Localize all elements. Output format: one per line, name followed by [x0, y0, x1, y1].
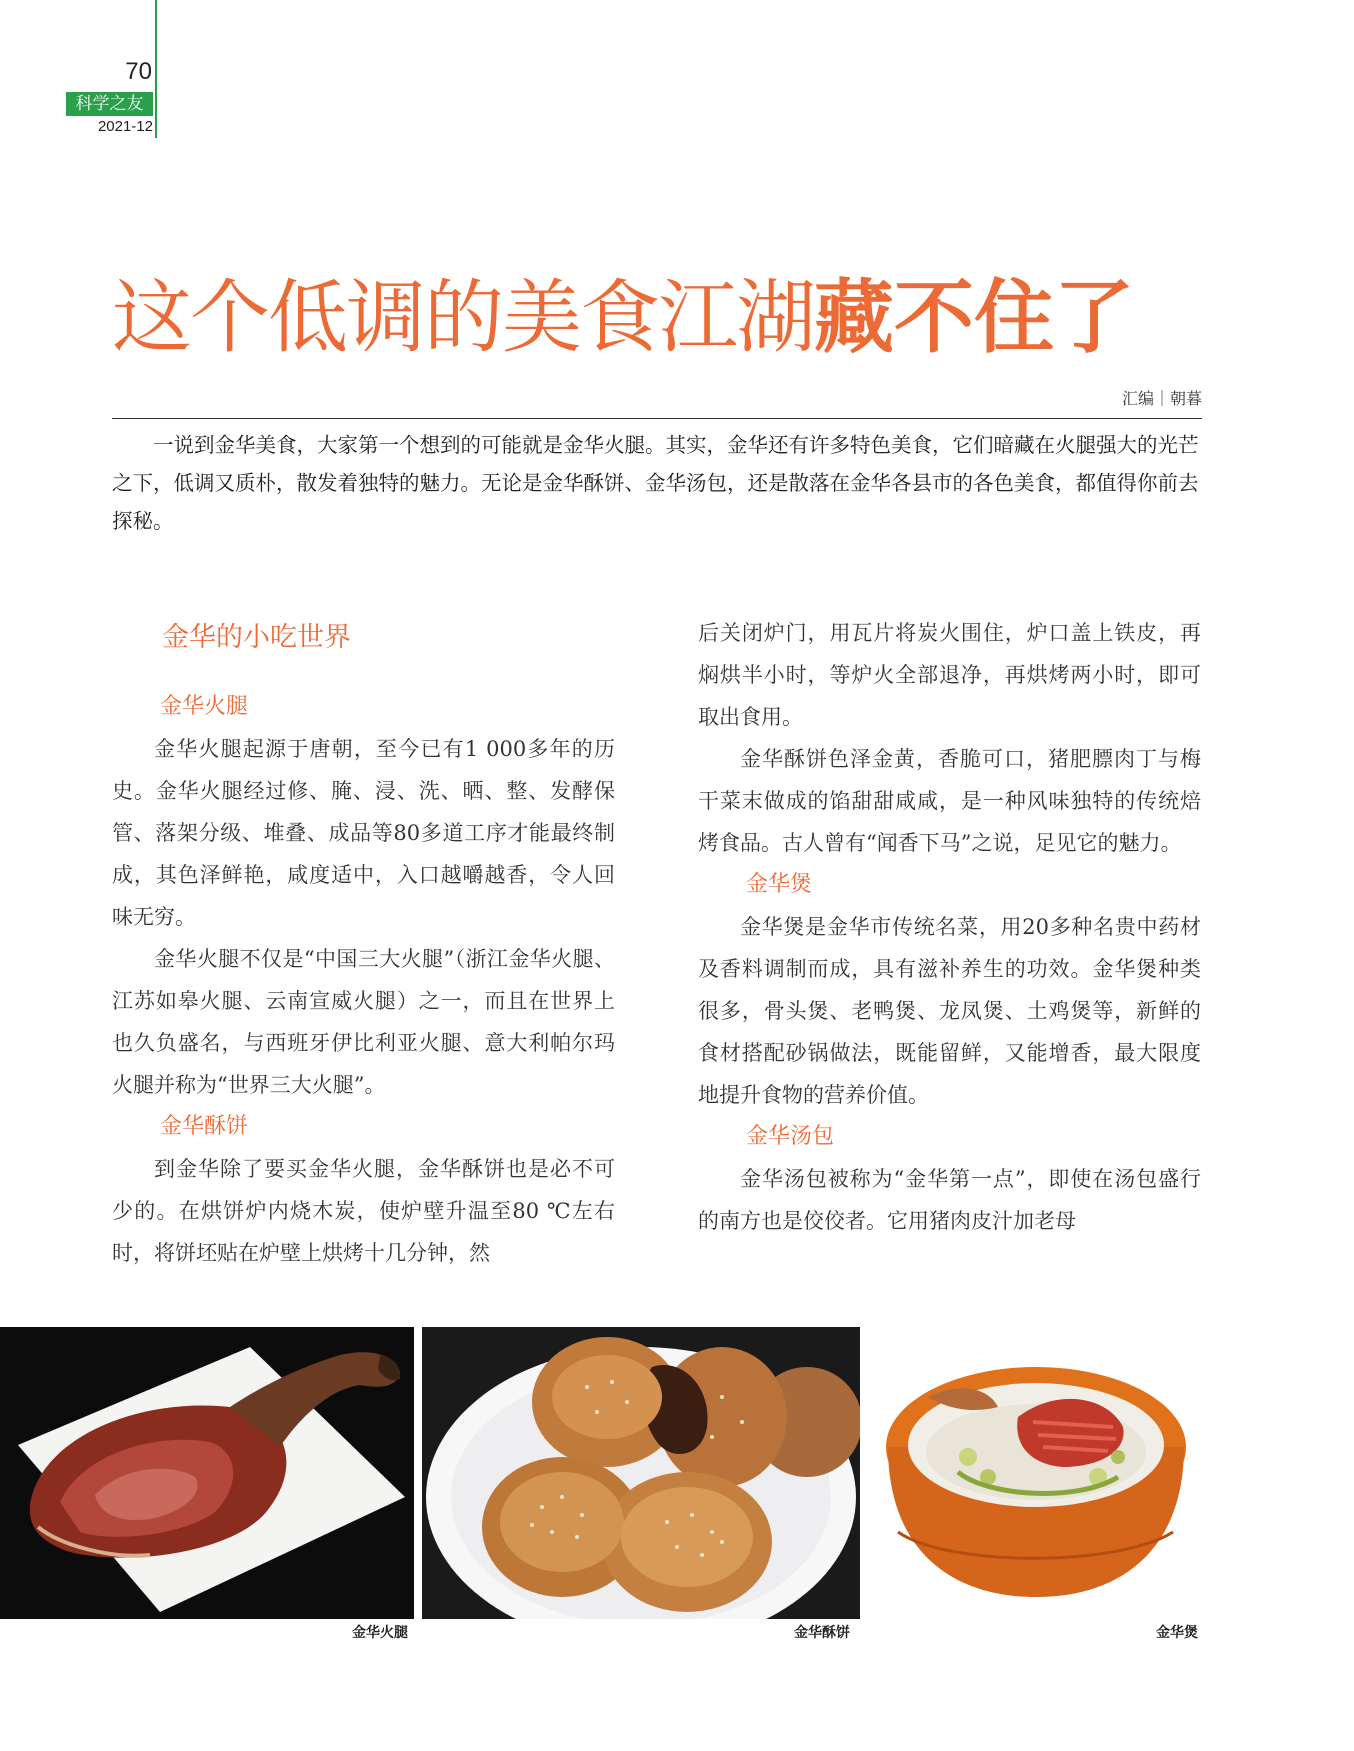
subhead-pastry: 金华酥饼 [160, 1114, 249, 1139]
caption-pot: 金华煲 [1156, 1625, 1198, 1641]
left-column [112, 600, 615, 1274]
article-author: 汇编｜朝暮 [1121, 389, 1202, 408]
magazine-badge: 科学之友 [66, 92, 153, 116]
photo-jinhua-pot [868, 1327, 1204, 1619]
issue-date: 2021-12 [97, 118, 153, 135]
title-bold-part: 藏不住了 [814, 271, 1134, 364]
subhead-bao: 金华煲 [746, 872, 813, 897]
title-rule [112, 418, 1202, 419]
folio-divider-line [155, 0, 157, 138]
paragraph-pastry-1: 到金华除了要买金华火腿，金华酥饼也是必不可少的。在烘饼炉内烧木炭，使炉壁升温至80 ℃左右时，将饼坯贴在炉壁上烘烤十几分钟，然 [112, 1157, 615, 1265]
article-lead: 一说到金华美食，大家第一个想到的可能就是金华火腿。其实，金华还有许多特色美食，它们暗藏在火腿强大的光芒之下，低调又质朴，散发着独特的魅力。无论是金华酥饼、金华汤包，还是散落在金华各县市的各色美食，都值得你前去探秘。 [112, 433, 1199, 533]
subhead-ham: 金华火腿 [160, 694, 249, 719]
photo-jinhua-ham [0, 1327, 414, 1619]
subhead-tangbao: 金华汤包 [746, 1124, 835, 1149]
paragraph-pastry-1-continued: 后关闭炉门，用瓦片将炭火围住，炉口盖上铁皮，再焖烘半小时，等炉火全部退净，再烘烤两小时，即可取出食用。 [698, 621, 1201, 729]
section-title: 金华的小吃世界 [162, 622, 351, 653]
page-number: 70 [125, 58, 152, 85]
paragraph-bao-1: 金华煲是金华市传统名菜，用20多种名贵中药材及香料调制而成，具有滋补养生的功效。金华煲种类很多，骨头煲、老鸭煲、龙凤煲、土鸡煲等，新鲜的食材搭配砂锅做法，既能留鲜，又能增香，最大限度地提升食物的营养价值。 [698, 915, 1201, 1107]
paragraph-ham-1: 金华火腿起源于唐朝，至今已有1 000多年的历史。金华火腿经过修、腌、浸、洗、晒、整、发酵保管、落架分级、堆叠、成品等80多道工序才能最终制成，其色泽鲜艳，咸度适中，入口越嚼越香，令人回味无穷。 [112, 737, 615, 929]
caption-pastry: 金华酥饼 [794, 1625, 850, 1641]
article-title [112, 268, 1212, 368]
title-light-part: 这个低调的美食江湖 [112, 271, 814, 364]
right-column [698, 612, 1201, 1242]
paragraph-pastry-2: 金华酥饼色泽金黄，香脆可口，猪肥膘肉丁与梅干菜末做成的馅甜甜咸咸，是一种风味独特的传统焙烤食品。古人曾有“闻香下马”之说，足见它的魅力。 [698, 747, 1201, 855]
caption-ham: 金华火腿 [352, 1625, 408, 1641]
photo-jinhua-pastry [422, 1327, 860, 1619]
paragraph-ham-2: 金华火腿不仅是“中国三大火腿”（浙江金华火腿、江苏如皋火腿、云南宣威火腿）之一，而且在世界上也久负盛名，与西班牙伊比利亚火腿、意大利帕尔玛火腿并称为“世界三大火腿”。 [112, 947, 615, 1097]
paragraph-tangbao-1: 金华汤包被称为“金华第一点”，即使在汤包盛行的南方也是佼佼者。它用猪肉皮汁加老母 [698, 1167, 1201, 1233]
